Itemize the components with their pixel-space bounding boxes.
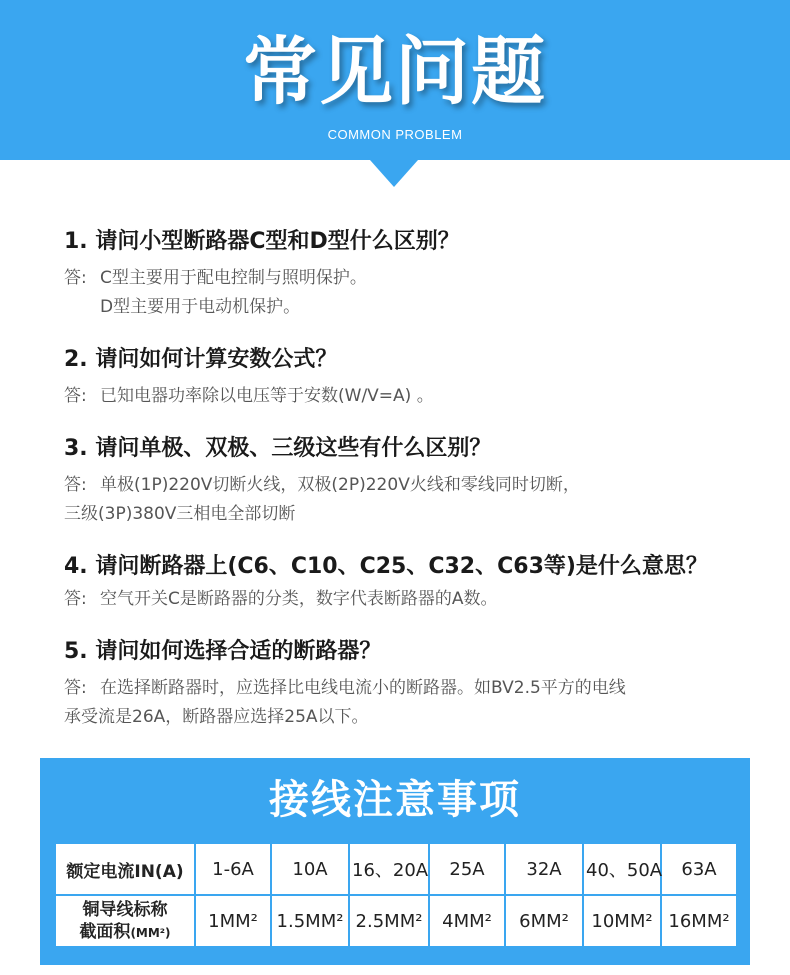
faq-item-5 [64, 636, 764, 732]
unit-label: (MM²) [130, 925, 171, 940]
faq-question: 1. 请问小型断路器C型和D型什么区别？ [64, 229, 460, 254]
row-header-wire-line1: 铜导线标称 [82, 899, 168, 920]
faq-answer-continued [64, 500, 764, 529]
down-arrow-icon [370, 160, 418, 187]
table-cell: 10MM² [583, 895, 661, 947]
faq-item-3 [64, 433, 764, 529]
wiring-notes-panel [40, 758, 750, 965]
answer-line: D型主要用于电动机保护。 [100, 297, 301, 317]
faq-question: 3. 请问单极、双极、三级这些有什么区别？ [64, 436, 492, 461]
table-cell: 40、50A [583, 843, 661, 895]
answer-line: 单极(1P)220V切断火线，双极(2P)220V火线和零线同时切断， [100, 475, 580, 495]
table-cell: 63A [661, 843, 737, 895]
table-cell: 10A [271, 843, 349, 895]
table-cell: 32A [505, 843, 583, 895]
answer-label: 答: [64, 268, 87, 288]
answer-label: 答: [64, 589, 87, 609]
answer-line: 在选择断路器时，应选择比电线电流小的断路器。如BV2.5平方的电线 [100, 678, 626, 698]
faq-answer [64, 471, 764, 500]
table-cell: 1MM² [195, 895, 271, 947]
faq-question: 5. 请问如何选择合适的断路器？ [64, 639, 382, 664]
table-cell: 25A [429, 843, 505, 895]
faq-question: 2. 请问如何计算安数公式？ [64, 347, 338, 372]
row-header-wire-line2: 截面积(MM²) [79, 921, 171, 942]
answer-line: 三级(3P)380V三相电全部切断 [64, 504, 296, 524]
table-cell: 4MM² [429, 895, 505, 947]
faq-question: 4. 请问断路器上(C6、C10、C25、C32、C63等)是什么意思？ [64, 554, 708, 579]
answer-label: 答: [64, 475, 87, 495]
faq-answer [64, 382, 764, 411]
spec-table [54, 842, 738, 948]
row-header-wire [55, 895, 195, 947]
row-header-current: 额定电流IN(A) [55, 843, 195, 895]
faq-item-2 [64, 344, 764, 411]
faq-item-1 [64, 226, 764, 322]
faq-answer [64, 585, 764, 614]
answer-line: 空气开关C是断路器的分类，数字代表断路器的A数。 [100, 589, 498, 609]
header-banner [0, 0, 790, 160]
table-row-current [55, 843, 737, 895]
faq-answer [64, 264, 764, 322]
table-cell: 16MM² [661, 895, 737, 947]
answer-label: 答: [64, 386, 87, 406]
faq-answer-continued [64, 703, 764, 732]
answer-label: 答: [64, 678, 87, 698]
page-subtitle: COMMON PROBLEM [327, 127, 463, 142]
answer-line: 承受流是26A，断路器应选择25A以下。 [64, 707, 369, 727]
table-cell: 1.5MM² [271, 895, 349, 947]
faq-item-4 [64, 551, 764, 614]
page-title: 常见问题 [243, 29, 547, 115]
faq-list [64, 226, 764, 754]
faq-answer [64, 674, 764, 703]
answer-line: C型主要用于配电控制与照明保护。 [100, 268, 367, 288]
table-row-wire [55, 895, 737, 947]
table-cell: 1-6A [195, 843, 271, 895]
table-cell: 6MM² [505, 895, 583, 947]
answer-line: 已知电器功率除以电压等于安数(W/V=A) 。 [100, 386, 434, 406]
table-cell: 16、20A [349, 843, 429, 895]
notes-title: 接线注意事项 [269, 777, 521, 823]
table-cell: 2.5MM² [349, 895, 429, 947]
